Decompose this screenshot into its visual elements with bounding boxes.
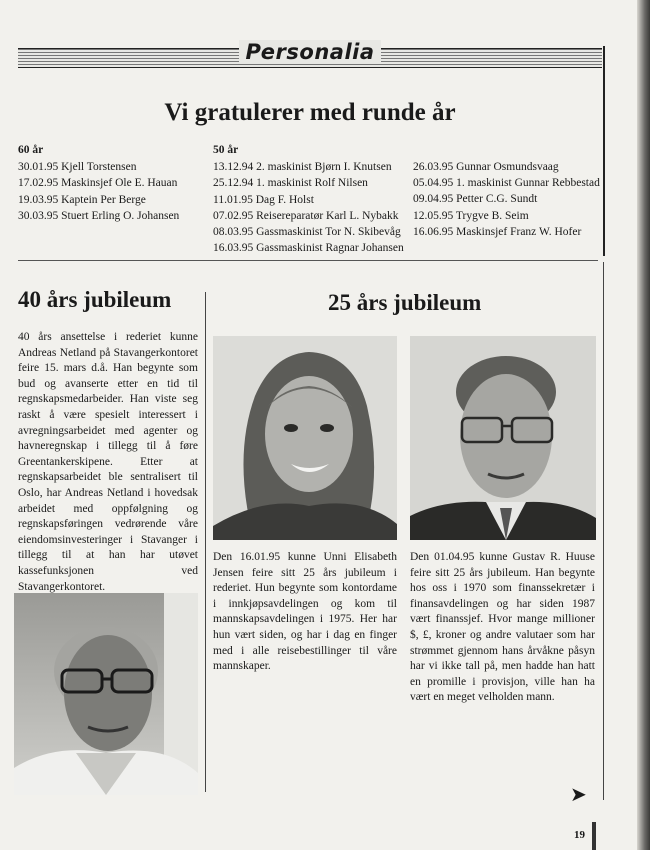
page-number: 19 xyxy=(574,829,585,841)
column-divider-left xyxy=(205,292,206,792)
birthday-entry: 09.04.95 Petter C.G. Sundt xyxy=(413,193,538,206)
birthday-entry: 25.12.94 1. maskinist Rolf Nilsen xyxy=(213,177,368,190)
birthday-entry: 07.02.95 Reisereparatør Karl L. Nybakk xyxy=(213,209,399,222)
jubilee-40-heading: 40 års jubileum xyxy=(18,287,172,312)
section-header-band xyxy=(18,40,602,68)
birthday-column-50 xyxy=(213,142,413,256)
section-title: Personalia xyxy=(239,40,380,64)
birthday-entry: 19.03.95 Kaptein Per Berge xyxy=(18,193,146,206)
column-divider-right xyxy=(603,262,604,800)
jubilee-25-text-right: Den 01.04.95 kunne Gustav R. Huuse feire sitt 25 års jubileum. Han begynte hos oss i 1970 som finanssekretær i finansavdelingen og har siden 1987 vært finanssjef. Hvor mange millioner $, £, kroner og andre valutaer som har strømmet gjennom hans årvåkne påsyn har vi ikke tall på, men hadde han hatt en promille i provisjon, ville han ha vært en meget velholden mann. xyxy=(410,551,595,704)
main-heading: Vi gratulerer med runde år xyxy=(164,99,456,126)
birthday-entry: 17.02.95 Maskinsjef Ole E. Hauan xyxy=(18,177,178,190)
page-edge xyxy=(637,0,650,850)
birthday-entry: 16.03.95 Gassmaskinist Ragnar Johansen xyxy=(213,242,404,255)
jubilee-25-heading: 25 års jubileum xyxy=(328,290,482,315)
continue-arrow-icon: ➤ xyxy=(570,782,587,806)
birthday-entry: 11.01.95 Dag F. Holst xyxy=(213,193,314,206)
birthday-entry: 26.03.95 Gunnar Osmundsvaag xyxy=(413,161,559,173)
header-vertical-rule xyxy=(603,46,605,256)
jubilee-40-text: 40 års ansettelse i rederiet kunne Andreas Netland på Stavangerkontoret feire 15. mars d.å. Han begynte som bud og avanserte etter en tid til regnskapsmedarbeider. Han viste seg raskt å være spesielt interessert i avregningsarbeidet med agenter og havneregnskap i tillegg til å føre Greentankerskipene. Etter at regnskapsarbeidet ble sentralisert til Oslo, har Andreas Netland i hovedsak arbeidet med oppfølgning og regnskapsføringen vedrørende våre eiendomsinvesteringer i Stavanger i tillegg til at han har utøvet kassefunksjonen ved Stavangerkontoret. xyxy=(18,331,198,593)
birthday-column-60 xyxy=(18,142,208,224)
portrait-unni-elisabeth-jensen xyxy=(213,336,397,540)
birthday-entry: 30.01.95 Kjell Torstensen xyxy=(18,161,137,174)
birthday-entry: 05.04.95 1. maskinist Gunnar Rebbestad xyxy=(413,177,600,190)
birthday-entry: 16.06.95 Maskinsjef Franz W. Hofer xyxy=(413,225,582,238)
jubilee-25-text-left: Den 16.01.95 kunne Unni Elisabeth Jensen feire sitt 25 års jubileum i rederiet. Hun begynte som kontordame i innkjøpsavdelingen og kom til mannskapsavdelingen i 1975. Her har hun vært siden, og har i dag en finger med i alle reisebestillinger til våre mannskaper. xyxy=(213,551,397,673)
birthday-column-50-continued xyxy=(413,159,603,240)
column-title-60: 60 år xyxy=(18,144,44,156)
birthday-entry: 08.03.95 Gassmaskinist Tor N. Skibevåg xyxy=(213,226,401,239)
portrait-andreas-netland xyxy=(14,593,198,795)
birthday-entry: 12.05.95 Trygve B. Seim xyxy=(413,209,529,222)
page-number-bar xyxy=(592,822,596,850)
birthday-entry: 30.03.95 Stuert Erling O. Johansen xyxy=(18,209,180,222)
birthday-entry: 13.12.94 2. maskinist Bjørn I. Knutsen xyxy=(213,161,392,174)
column-title-50: 50 år xyxy=(213,144,239,156)
portrait-gustav-r-huuse xyxy=(410,336,596,540)
section-divider xyxy=(18,260,598,261)
